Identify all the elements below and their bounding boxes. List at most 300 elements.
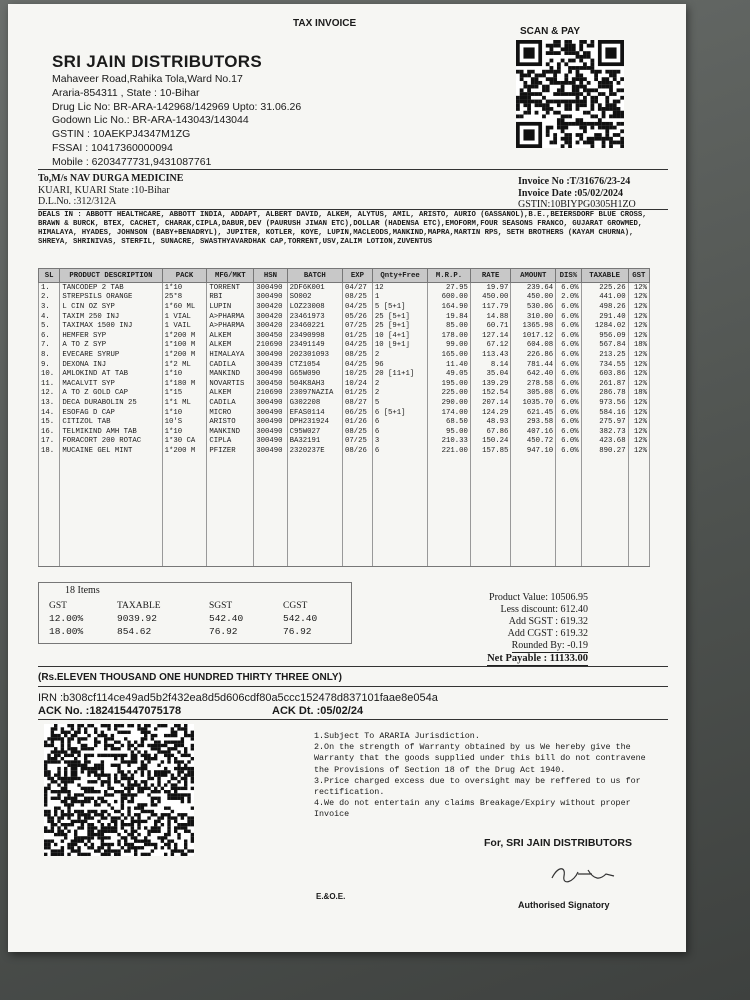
company-name: SRI JAIN DISTRIBUTORS bbox=[52, 52, 263, 71]
net-payable: Net Payable : 11133.00 bbox=[487, 653, 588, 664]
scan-pay-label: SCAN & PAY bbox=[520, 26, 581, 37]
table-cell: 202301093 bbox=[287, 350, 342, 360]
table-cell: 310.00 bbox=[511, 312, 556, 322]
table-cell: TAXIMAX 1500 INJ bbox=[60, 321, 162, 331]
company-address-line: Araria-854311 , State : 10-Bihar bbox=[52, 86, 200, 99]
table-cell: 239.64 bbox=[511, 283, 556, 293]
table-cell: 11.40 bbox=[428, 360, 471, 370]
table-cell: 23460221 bbox=[287, 321, 342, 331]
buyer-address: KUARI, KUARI State :10-Bihar bbox=[38, 184, 170, 196]
table-cell: 1017.12 bbox=[511, 331, 556, 341]
table-cell: 12% bbox=[628, 437, 649, 447]
table-cell: 423.68 bbox=[581, 437, 628, 447]
signature-mark bbox=[548, 862, 618, 886]
table-cell: 19.84 bbox=[428, 312, 471, 322]
less-discount: Less discount: 612.40 bbox=[500, 604, 588, 615]
table-cell: CADILA bbox=[207, 398, 254, 408]
table-cell: G65W090 bbox=[287, 369, 342, 379]
table-cell: 17. bbox=[39, 437, 60, 447]
table-cell: 12% bbox=[628, 312, 649, 322]
company-address-line: FSSAI : 10417360000094 bbox=[52, 141, 173, 154]
gst-summary-box bbox=[38, 582, 352, 644]
table-cell bbox=[207, 456, 254, 567]
table-cell: 08/27 bbox=[343, 398, 373, 408]
invoice-paper bbox=[8, 4, 686, 952]
column-header: PACK bbox=[162, 269, 207, 283]
table-cell: 221.00 bbox=[428, 446, 471, 456]
table-cell: 6 bbox=[372, 417, 427, 427]
table-cell: 1*10 bbox=[162, 283, 207, 293]
table-cell: 6.0% bbox=[556, 369, 582, 379]
table-cell: 2320237E bbox=[287, 446, 342, 456]
table-cell: 08/25 bbox=[343, 427, 373, 437]
table-cell: 124.29 bbox=[470, 408, 511, 418]
table-cell: 49.05 bbox=[428, 369, 471, 379]
table-cell: 210690 bbox=[254, 389, 287, 399]
table-row bbox=[39, 312, 650, 322]
table-cell: 10'S bbox=[162, 417, 207, 427]
table-cell: 9. bbox=[39, 360, 60, 370]
table-cell bbox=[39, 456, 60, 567]
table-row bbox=[39, 408, 650, 418]
table-cell: 1*60 ML bbox=[162, 302, 207, 312]
table-cell: 890.27 bbox=[581, 446, 628, 456]
table-cell: 6.0% bbox=[556, 341, 582, 351]
table-cell: 12. bbox=[39, 389, 60, 399]
table-cell bbox=[254, 456, 287, 567]
table-cell: 5. bbox=[39, 321, 60, 331]
term-line: 3.Price charged excess due to oversight may be reffered to us for rectification. bbox=[314, 775, 641, 798]
divider bbox=[38, 686, 668, 687]
ack-number: ACK No. :182415447075178 bbox=[38, 705, 182, 717]
table-cell: 8.14 bbox=[470, 360, 511, 370]
table-cell: 10/24 bbox=[343, 379, 373, 389]
table-cell: 207.14 bbox=[470, 398, 511, 408]
table-cell: 12% bbox=[628, 302, 649, 312]
table-cell: 6.0% bbox=[556, 350, 582, 360]
table-cell: 67.86 bbox=[470, 427, 511, 437]
table-cell: 382.73 bbox=[581, 427, 628, 437]
table-cell: 4. bbox=[39, 312, 60, 322]
table-row bbox=[39, 389, 650, 399]
table-cell: 48.93 bbox=[470, 417, 511, 427]
table-cell: 165.00 bbox=[428, 350, 471, 360]
table-cell: 150.24 bbox=[470, 437, 511, 447]
amount-in-words: (Rs.ELEVEN THOUSAND ONE HUNDRED THIRTY THREE ONLY) bbox=[38, 672, 342, 683]
table-cell: 10 [4+1] bbox=[372, 331, 427, 341]
table-cell: 12% bbox=[628, 369, 649, 379]
table-cell: 25 [9+1] bbox=[372, 321, 427, 331]
table-cell: 947.10 bbox=[511, 446, 556, 456]
invoice-date: Invoice Date :05/02/2024 bbox=[518, 187, 623, 199]
table-cell: 12% bbox=[628, 293, 649, 303]
table-cell: 23097NAZIA bbox=[287, 389, 342, 399]
table-row bbox=[39, 446, 650, 456]
table-cell: 6.0% bbox=[556, 437, 582, 447]
table-header-row bbox=[39, 269, 650, 283]
table-cell: 139.29 bbox=[470, 379, 511, 389]
invoice-number: Invoice No :T/31676/23-24 bbox=[518, 176, 631, 187]
table-cell: G302208 bbox=[287, 398, 342, 408]
table-cell bbox=[556, 456, 582, 567]
table-cell: A>PHARMA bbox=[207, 312, 254, 322]
table-cell bbox=[628, 456, 649, 567]
table-cell bbox=[162, 456, 207, 567]
table-cell bbox=[470, 456, 511, 567]
table-cell: ALKEM bbox=[207, 389, 254, 399]
table-cell: 300490 bbox=[254, 427, 287, 437]
table-cell: 1*2 ML bbox=[162, 360, 207, 370]
invoice-meta bbox=[518, 176, 636, 211]
table-cell: 14.88 bbox=[470, 312, 511, 322]
table-cell: MACALVIT SYP bbox=[60, 379, 162, 389]
table-cell: 117.79 bbox=[470, 302, 511, 312]
table-cell: 10/25 bbox=[343, 369, 373, 379]
table-cell: 12% bbox=[628, 379, 649, 389]
table-cell: 210690 bbox=[254, 341, 287, 351]
gst-summary-cell: 76.92 bbox=[209, 626, 238, 637]
table-cell: 01/26 bbox=[343, 417, 373, 427]
table-cell: 1035.70 bbox=[511, 398, 556, 408]
column-header: GST bbox=[628, 269, 649, 283]
table-cell: 99.00 bbox=[428, 341, 471, 351]
table-cell: 10. bbox=[39, 369, 60, 379]
table-row bbox=[39, 437, 650, 447]
table-cell: 300490 bbox=[254, 293, 287, 303]
gst-summary-header: GST bbox=[49, 601, 67, 611]
column-header: TAXABLE bbox=[581, 269, 628, 283]
table-cell: 08/25 bbox=[343, 350, 373, 360]
table-cell: 2. bbox=[39, 293, 60, 303]
table-cell: 01/25 bbox=[343, 331, 373, 341]
product-value: Product Value: 10506.95 bbox=[489, 592, 588, 603]
column-header: HSN bbox=[254, 269, 287, 283]
table-cell: DPH231924 bbox=[287, 417, 342, 427]
table-cell: 1 VAIL bbox=[162, 321, 207, 331]
table-cell: 04/25 bbox=[343, 341, 373, 351]
authorised-signatory-label: Authorised Signatory bbox=[518, 900, 610, 910]
table-cell: ALKEM bbox=[207, 341, 254, 351]
table-cell: 12% bbox=[628, 408, 649, 418]
terms-and-conditions bbox=[314, 731, 664, 821]
table-cell: TELMIKIND AMH TAB bbox=[60, 427, 162, 437]
column-header: AMOUNT bbox=[511, 269, 556, 283]
table-cell: ARISTO bbox=[207, 417, 254, 427]
table-cell: 06/25 bbox=[343, 408, 373, 418]
table-cell: 7. bbox=[39, 341, 60, 351]
deals-in-text: DEALS IN : ABBOTT HEALTHCARE, ABBOTT INDIA, ADDAPT, ALBERT DAVID, ALKEM, ALYTUS, AMIL, ARISTO, AURIO (GASSANOL),B.E.,BEIERSDORF BLUE CROSS, BRAWN & BURCK, BTEX, CACHET, CHARAK,CIPLA,DABUR,DEV (PAURUSH JIWAN ETC),DOLLAR (HADENSA ETC),EMOFORM,FOUR SEASONS FRANCO, GUJARAT GROWMED, HIMALAYA, HYADES, JOHNSON (BABY+BENADRYL), JUPITER, KOTLER, KOYE, LUPIN,MACLEODS,MANKIND,MAPRA,MARTIN RPS, SETH BROTHERS (KAYAM CHURNA), SHREYA, SHRINIVAS, STERFIL, SUNACRE, SWASTHYAVARDHAK CAP,TORRENT,USV,ZALIM LOTION,ZUVENTUS bbox=[38, 211, 647, 246]
table-cell: 08/25 bbox=[343, 293, 373, 303]
table-cell: 6.0% bbox=[556, 360, 582, 370]
table-cell: 300490 bbox=[254, 350, 287, 360]
company-address-line: Drug Lic No: BR-ARA-142968/142969 Upto: 31.06.26 bbox=[52, 100, 302, 113]
einvoice-qr-code bbox=[44, 724, 194, 856]
company-address bbox=[52, 73, 301, 170]
table-cell bbox=[428, 456, 471, 567]
table-cell: 6.0% bbox=[556, 321, 582, 331]
gst-summary-header: SGST bbox=[209, 601, 233, 611]
gst-summary-cell: 542.40 bbox=[209, 613, 244, 624]
table-row bbox=[39, 350, 650, 360]
table-filler-row bbox=[39, 456, 650, 567]
table-cell bbox=[511, 456, 556, 567]
table-cell: EFAS0114 bbox=[287, 408, 342, 418]
buyer-gstin: GSTIN:10BIYPG0305H1ZO bbox=[518, 199, 636, 210]
table-cell: NOVARTIS bbox=[207, 379, 254, 389]
eoe-label: E.&O.E. bbox=[316, 892, 346, 901]
table-cell: 96 bbox=[372, 360, 427, 370]
table-cell: HIMALAYA bbox=[207, 350, 254, 360]
company-address-line: Godown Lic No.: BR-ARA-143043/143044 bbox=[52, 114, 249, 127]
table-cell: 530.06 bbox=[511, 302, 556, 312]
table-cell: 6 bbox=[372, 427, 427, 437]
table-cell: 6 bbox=[372, 446, 427, 456]
company-address-line: Mobile : 6203477731,9431087761 bbox=[52, 155, 212, 168]
buyer-name: To,M/s NAV DURGA MEDICINE bbox=[38, 173, 184, 184]
table-cell: 300490 bbox=[254, 437, 287, 447]
table-cell: 290.00 bbox=[428, 398, 471, 408]
table-cell: TORRENT bbox=[207, 283, 254, 293]
table-cell: RBI bbox=[207, 293, 254, 303]
table-cell: 226.86 bbox=[511, 350, 556, 360]
table-cell: 164.90 bbox=[428, 302, 471, 312]
table-cell: 603.86 bbox=[581, 369, 628, 379]
table-cell: 642.40 bbox=[511, 369, 556, 379]
table-cell: FORACORT 200 ROTAC bbox=[60, 437, 162, 447]
table-cell: 407.16 bbox=[511, 427, 556, 437]
irn-number: IRN :b308cf114ce49ad5b2f432ea8d5d606cdf80a5ccc152478d837101faae8e054a bbox=[38, 692, 438, 704]
table-cell: 195.00 bbox=[428, 379, 471, 389]
table-cell: 18% bbox=[628, 341, 649, 351]
company-address-line: Mahaveer Road,Rahika Tola,Ward No.17 bbox=[52, 73, 243, 85]
table-cell: A>PHARMA bbox=[207, 321, 254, 331]
table-cell bbox=[60, 456, 162, 567]
table-cell: 07/25 bbox=[343, 437, 373, 447]
totals-block bbox=[392, 592, 588, 666]
table-cell: CADILA bbox=[207, 360, 254, 370]
table-cell: 3 bbox=[372, 437, 427, 447]
table-cell: CITIZOL TAB bbox=[60, 417, 162, 427]
table-cell: 305.08 bbox=[511, 389, 556, 399]
column-header: Qnty+Free bbox=[372, 269, 427, 283]
table-cell: 1*200 M bbox=[162, 350, 207, 360]
gst-summary-cell: 18.00% bbox=[49, 626, 84, 637]
table-cell: 293.58 bbox=[511, 417, 556, 427]
table-cell: 213.25 bbox=[581, 350, 628, 360]
table-cell: 113.43 bbox=[470, 350, 511, 360]
term-line: 2.On the strength of Warranty obtained by us We hereby give the Warranty that the goods supplied under this bill do not contravene the Provisions of Section 18 of the Drug Act 1940. bbox=[314, 742, 646, 775]
items-table bbox=[38, 268, 650, 567]
table-row bbox=[39, 293, 650, 303]
table-cell: 23491149 bbox=[287, 341, 342, 351]
table-cell: 1*200 M bbox=[162, 446, 207, 456]
table-cell: LOZ23008 bbox=[287, 302, 342, 312]
table-cell: 5 [5+1] bbox=[372, 302, 427, 312]
table-cell: 498.26 bbox=[581, 302, 628, 312]
table-cell: 8. bbox=[39, 350, 60, 360]
table-cell: 6.0% bbox=[556, 417, 582, 427]
table-cell: 25 [5+1] bbox=[372, 312, 427, 322]
table-cell: 12% bbox=[628, 331, 649, 341]
table-cell: 18. bbox=[39, 446, 60, 456]
table-cell: 174.00 bbox=[428, 408, 471, 418]
gst-summary-header: CGST bbox=[283, 601, 308, 611]
gst-summary-cell: 542.40 bbox=[283, 613, 318, 624]
table-cell: 1 bbox=[372, 293, 427, 303]
table-cell: A TO Z SYP bbox=[60, 341, 162, 351]
buyer-dl-no: D.L.No. :312/312A bbox=[38, 196, 117, 207]
table-cell: 300450 bbox=[254, 379, 287, 389]
table-cell: CTZ1054 bbox=[287, 360, 342, 370]
table-cell: 04/25 bbox=[343, 360, 373, 370]
table-cell: 291.40 bbox=[581, 312, 628, 322]
table-cell: EVECARE SYRUP bbox=[60, 350, 162, 360]
table-cell: 12% bbox=[628, 360, 649, 370]
table-cell: 11. bbox=[39, 379, 60, 389]
table-cell: A TO Z GOLD CAP bbox=[60, 389, 162, 399]
table-cell: BA32191 bbox=[287, 437, 342, 447]
table-cell: 127.14 bbox=[470, 331, 511, 341]
table-cell: 441.00 bbox=[581, 293, 628, 303]
table-cell: 35.04 bbox=[470, 369, 511, 379]
table-cell: 300490 bbox=[254, 369, 287, 379]
table-cell: 10 [9+1] bbox=[372, 341, 427, 351]
divider bbox=[38, 719, 668, 720]
table-cell bbox=[581, 456, 628, 567]
term-line: 4.We do not entertain any claims Breakage/Expiry without proper Invoice bbox=[314, 798, 631, 820]
table-cell: 300490 bbox=[254, 417, 287, 427]
table-cell: C95W027 bbox=[287, 427, 342, 437]
column-header: M.R.P. bbox=[428, 269, 471, 283]
table-cell: 178.00 bbox=[428, 331, 471, 341]
table-cell: 152.54 bbox=[470, 389, 511, 399]
table-cell: 15. bbox=[39, 417, 60, 427]
table-row bbox=[39, 283, 650, 293]
item-count: 18 Items bbox=[65, 585, 100, 596]
table-cell: 19.97 bbox=[470, 283, 511, 293]
table-cell: 1284.02 bbox=[581, 321, 628, 331]
table-cell: 450.00 bbox=[470, 293, 511, 303]
table-cell: 1*10 bbox=[162, 369, 207, 379]
table-cell: TAXIM 250 INJ bbox=[60, 312, 162, 322]
table-cell: AMLOKIND AT TAB bbox=[60, 369, 162, 379]
table-cell: 225.26 bbox=[581, 283, 628, 293]
table-cell: 68.50 bbox=[428, 417, 471, 427]
table-cell bbox=[343, 456, 373, 567]
table-cell: MANKIND bbox=[207, 427, 254, 437]
table-cell: 6. bbox=[39, 331, 60, 341]
table-cell: 450.00 bbox=[511, 293, 556, 303]
table-cell: 2DF6K001 bbox=[287, 283, 342, 293]
table-cell: 2 bbox=[372, 389, 427, 399]
table-cell: 1*10 bbox=[162, 408, 207, 418]
table-cell: 23461973 bbox=[287, 312, 342, 322]
table-cell: 2 bbox=[372, 379, 427, 389]
table-cell: 450.72 bbox=[511, 437, 556, 447]
table-cell: 1*30 CA bbox=[162, 437, 207, 447]
table-cell: 08/26 bbox=[343, 446, 373, 456]
table-cell: DEXONA INJ bbox=[60, 360, 162, 370]
table-cell: 3. bbox=[39, 302, 60, 312]
gst-summary-header: TAXABLE bbox=[117, 601, 161, 611]
table-cell: 300490 bbox=[254, 408, 287, 418]
table-cell: 20 [11+1] bbox=[372, 369, 427, 379]
column-header: EXP bbox=[343, 269, 373, 283]
table-cell: 2 bbox=[372, 350, 427, 360]
table-cell: 85.00 bbox=[428, 321, 471, 331]
table-cell bbox=[372, 456, 427, 567]
table-cell: 12% bbox=[628, 427, 649, 437]
table-cell: 300450 bbox=[254, 331, 287, 341]
table-row bbox=[39, 321, 650, 331]
table-cell: 6 [5+1] bbox=[372, 408, 427, 418]
table-cell: 734.55 bbox=[581, 360, 628, 370]
table-cell: 01/25 bbox=[343, 389, 373, 399]
table-cell: 286.78 bbox=[581, 389, 628, 399]
table-cell bbox=[287, 456, 342, 567]
table-row bbox=[39, 331, 650, 341]
divider bbox=[38, 169, 668, 170]
table-row bbox=[39, 379, 650, 389]
table-cell: 210.33 bbox=[428, 437, 471, 447]
payment-qr-code bbox=[516, 40, 624, 148]
table-cell: 1*180 M bbox=[162, 379, 207, 389]
table-cell: 12% bbox=[628, 398, 649, 408]
table-cell: 16. bbox=[39, 427, 60, 437]
table-cell: 60.71 bbox=[470, 321, 511, 331]
add-sgst: Add SGST : 619.32 bbox=[508, 616, 588, 627]
table-cell: 6.0% bbox=[556, 446, 582, 456]
table-cell: 621.45 bbox=[511, 408, 556, 418]
table-cell: 12% bbox=[628, 321, 649, 331]
table-cell: 584.16 bbox=[581, 408, 628, 418]
table-cell: 95.00 bbox=[428, 427, 471, 437]
table-cell: 6.0% bbox=[556, 302, 582, 312]
table-cell: 300420 bbox=[254, 302, 287, 312]
gst-summary-cell: 854.62 bbox=[117, 626, 152, 637]
table-cell: 07/25 bbox=[343, 321, 373, 331]
table-cell: MICRO bbox=[207, 408, 254, 418]
table-cell: 6.0% bbox=[556, 408, 582, 418]
table-cell: 956.09 bbox=[581, 331, 628, 341]
table-row bbox=[39, 360, 650, 370]
table-cell: 278.58 bbox=[511, 379, 556, 389]
table-cell: 5 bbox=[372, 398, 427, 408]
table-row bbox=[39, 341, 650, 351]
table-cell: SO002 bbox=[287, 293, 342, 303]
table-cell: 6.0% bbox=[556, 283, 582, 293]
table-cell: 12 bbox=[372, 283, 427, 293]
table-cell: 567.84 bbox=[581, 341, 628, 351]
table-cell: 18% bbox=[628, 389, 649, 399]
table-cell: ALKEM bbox=[207, 331, 254, 341]
table-cell: 2.0% bbox=[556, 293, 582, 303]
divider bbox=[38, 666, 668, 667]
table-cell: CIPLA bbox=[207, 437, 254, 447]
table-cell: 6.0% bbox=[556, 312, 582, 322]
table-cell: 1*200 M bbox=[162, 331, 207, 341]
table-cell: 04/27 bbox=[343, 283, 373, 293]
table-cell: 25*8 bbox=[162, 293, 207, 303]
table-cell: MUCAINE GEL MINT bbox=[60, 446, 162, 456]
table-cell: MANKIND bbox=[207, 369, 254, 379]
column-header: BATCH bbox=[287, 269, 342, 283]
table-cell: 300420 bbox=[254, 321, 287, 331]
table-cell: L CIN OZ SYP bbox=[60, 302, 162, 312]
table-row bbox=[39, 427, 650, 437]
table-cell: 1 VIAL bbox=[162, 312, 207, 322]
table-row bbox=[39, 398, 650, 408]
